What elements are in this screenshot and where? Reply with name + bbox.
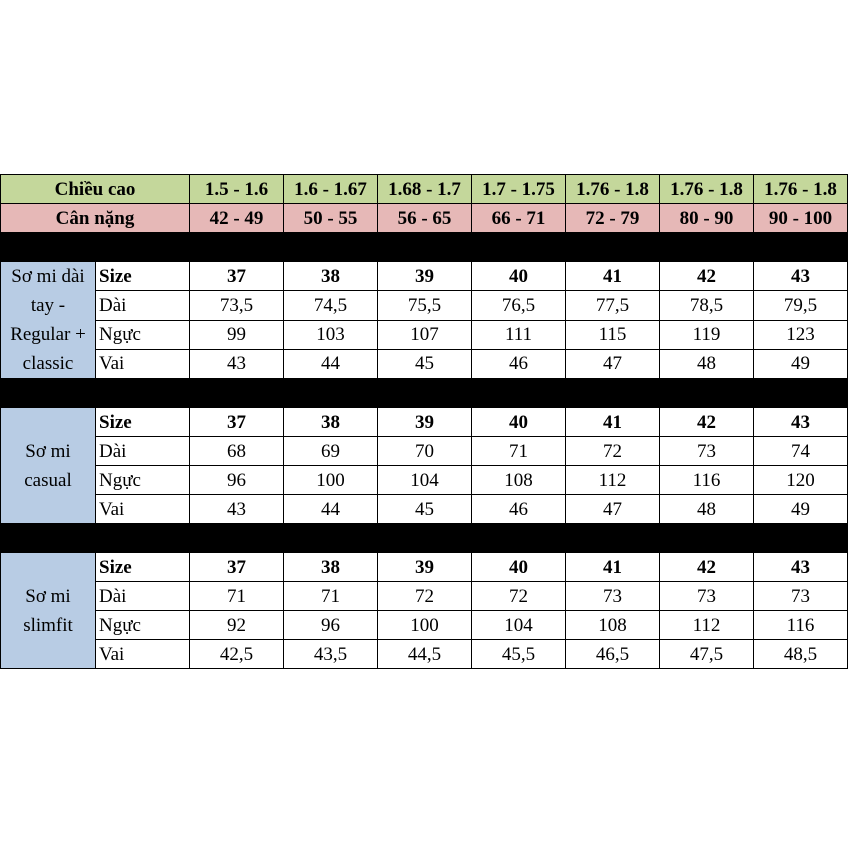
measure-value-cell: 77,5	[566, 291, 660, 320]
measure-label: Dài	[96, 291, 190, 320]
size-chart-table	[0, 174, 848, 669]
measure-value-cell: 115	[566, 320, 660, 349]
measure-value-cell: 45	[378, 495, 472, 524]
measure-value-cell: 68	[190, 437, 284, 466]
height-range-cell: 1.76 - 1.8	[754, 175, 848, 204]
measure-value-cell: 103	[284, 320, 378, 349]
size-cell: 38	[284, 553, 378, 582]
size-cell: 41	[566, 408, 660, 437]
size-cell: 43	[754, 553, 848, 582]
measure-value-cell: 76,5	[472, 291, 566, 320]
measure-value-cell: 112	[660, 611, 754, 640]
measure-value-cell: 43,5	[284, 640, 378, 669]
weight-range-cell: 42 - 49	[190, 204, 284, 233]
measure-label: Vai	[96, 349, 190, 378]
height-range-cell: 1.7 - 1.75	[472, 175, 566, 204]
measure-label: Dài	[96, 582, 190, 611]
table-row	[1, 349, 848, 378]
height-row	[1, 175, 848, 204]
height-range-cell: 1.6 - 1.67	[284, 175, 378, 204]
measure-value-cell: 72	[378, 582, 472, 611]
size-cell: 37	[190, 408, 284, 437]
table-row	[1, 291, 848, 320]
measure-value-cell: 45,5	[472, 640, 566, 669]
measure-label: Dài	[96, 437, 190, 466]
weight-range-cell: 66 - 71	[472, 204, 566, 233]
size-cell: 37	[190, 553, 284, 582]
weight-label: Cân nặng	[1, 204, 190, 233]
measure-value-cell: 119	[660, 320, 754, 349]
table-row	[1, 495, 848, 524]
size-cell: 43	[754, 262, 848, 291]
measure-value-cell: 74,5	[284, 291, 378, 320]
table-row	[1, 611, 848, 640]
category-label-line: Sơ mi	[25, 585, 71, 607]
measure-value-cell: 44	[284, 495, 378, 524]
size-cell: 43	[754, 408, 848, 437]
measure-value-cell: 75,5	[378, 291, 472, 320]
measure-value-cell: 108	[472, 466, 566, 495]
size-cell: 42	[660, 553, 754, 582]
measure-value-cell: 47,5	[660, 640, 754, 669]
measure-value-cell: 44	[284, 349, 378, 378]
measure-value-cell: 92	[190, 611, 284, 640]
measure-value-cell: 112	[566, 466, 660, 495]
measure-value-cell: 116	[660, 466, 754, 495]
size-cell: 40	[472, 408, 566, 437]
size-cell: 39	[378, 553, 472, 582]
measure-label: Size	[96, 553, 190, 582]
measure-value-cell: 49	[754, 495, 848, 524]
size-cell: 40	[472, 262, 566, 291]
measure-value-cell: 96	[190, 466, 284, 495]
height-range-cell: 1.5 - 1.6	[190, 175, 284, 204]
measure-value-cell: 96	[284, 611, 378, 640]
measure-value-cell: 73	[660, 582, 754, 611]
measure-value-cell: 79,5	[754, 291, 848, 320]
table-row	[1, 553, 848, 582]
height-range-cell: 1.76 - 1.8	[660, 175, 754, 204]
measure-label: Size	[96, 408, 190, 437]
measure-value-cell: 111	[472, 320, 566, 349]
measure-value-cell: 72	[566, 437, 660, 466]
measure-value-cell: 116	[754, 611, 848, 640]
measure-value-cell: 48	[660, 349, 754, 378]
measure-value-cell: 100	[378, 611, 472, 640]
weight-row	[1, 204, 848, 233]
separator-row	[1, 233, 848, 262]
measure-value-cell: 44,5	[378, 640, 472, 669]
weight-range-cell: 90 - 100	[754, 204, 848, 233]
measure-value-cell: 73	[566, 582, 660, 611]
measure-label: Size	[96, 262, 190, 291]
measure-label: Ngực	[96, 466, 190, 495]
measure-value-cell: 73	[754, 582, 848, 611]
measure-value-cell: 42,5	[190, 640, 284, 669]
category-label-line: Regular +	[10, 324, 86, 345]
measure-value-cell: 73,5	[190, 291, 284, 320]
category-shirt-casual	[1, 408, 96, 524]
measure-value-cell: 104	[472, 611, 566, 640]
measure-value-cell: 47	[566, 349, 660, 378]
measure-value-cell: 45	[378, 349, 472, 378]
size-cell: 40	[472, 553, 566, 582]
measure-value-cell: 74	[754, 437, 848, 466]
weight-range-cell: 50 - 55	[284, 204, 378, 233]
measure-value-cell: 49	[754, 349, 848, 378]
height-label: Chiều cao	[1, 175, 190, 204]
category-label-line: slimfit	[23, 614, 73, 636]
measure-label: Ngực	[96, 611, 190, 640]
table-row	[1, 437, 848, 466]
measure-value-cell: 70	[378, 437, 472, 466]
measure-value-cell: 107	[378, 320, 472, 349]
size-cell: 39	[378, 262, 472, 291]
measure-value-cell: 48,5	[754, 640, 848, 669]
measure-value-cell: 47	[566, 495, 660, 524]
table-row	[1, 582, 848, 611]
table-row	[1, 262, 848, 291]
category-label-line: tay -	[30, 295, 66, 316]
measure-value-cell: 100	[284, 466, 378, 495]
measure-label: Ngực	[96, 320, 190, 349]
table-row	[1, 320, 848, 349]
size-cell: 41	[566, 262, 660, 291]
table-row	[1, 640, 848, 669]
measure-value-cell: 108	[566, 611, 660, 640]
measure-label: Vai	[96, 495, 190, 524]
size-cell: 41	[566, 553, 660, 582]
measure-label: Vai	[96, 640, 190, 669]
measure-value-cell: 104	[378, 466, 472, 495]
category-label-line: casual	[24, 469, 72, 491]
measure-value-cell: 71	[472, 437, 566, 466]
measure-value-cell: 71	[284, 582, 378, 611]
measure-value-cell: 72	[472, 582, 566, 611]
size-cell: 38	[284, 408, 378, 437]
measure-value-cell: 120	[754, 466, 848, 495]
measure-value-cell: 73	[660, 437, 754, 466]
measure-value-cell: 46,5	[566, 640, 660, 669]
separator-row	[1, 524, 848, 553]
height-range-cell: 1.76 - 1.8	[566, 175, 660, 204]
measure-value-cell: 46	[472, 495, 566, 524]
category-label-line: classic	[22, 353, 74, 374]
measure-value-cell: 43	[190, 349, 284, 378]
category-shirt-slimfit	[1, 553, 96, 669]
category-shirt-long-sleeve-regular-classic	[1, 262, 96, 379]
measure-value-cell: 69	[284, 437, 378, 466]
table-row	[1, 408, 848, 437]
size-cell: 42	[660, 408, 754, 437]
size-cell: 38	[284, 262, 378, 291]
weight-range-cell: 80 - 90	[660, 204, 754, 233]
category-label-line: Sơ mi dài	[11, 266, 85, 287]
measure-value-cell: 78,5	[660, 291, 754, 320]
separator-row	[1, 379, 848, 408]
size-cell: 39	[378, 408, 472, 437]
category-label-line: Sơ mi	[25, 440, 71, 462]
measure-value-cell: 46	[472, 349, 566, 378]
measure-value-cell: 48	[660, 495, 754, 524]
weight-range-cell: 72 - 79	[566, 204, 660, 233]
measure-value-cell: 71	[190, 582, 284, 611]
height-range-cell: 1.68 - 1.7	[378, 175, 472, 204]
measure-value-cell: 123	[754, 320, 848, 349]
table-row	[1, 466, 848, 495]
measure-value-cell: 99	[190, 320, 284, 349]
weight-range-cell: 56 - 65	[378, 204, 472, 233]
size-cell: 42	[660, 262, 754, 291]
size-cell: 37	[190, 262, 284, 291]
measure-value-cell: 43	[190, 495, 284, 524]
